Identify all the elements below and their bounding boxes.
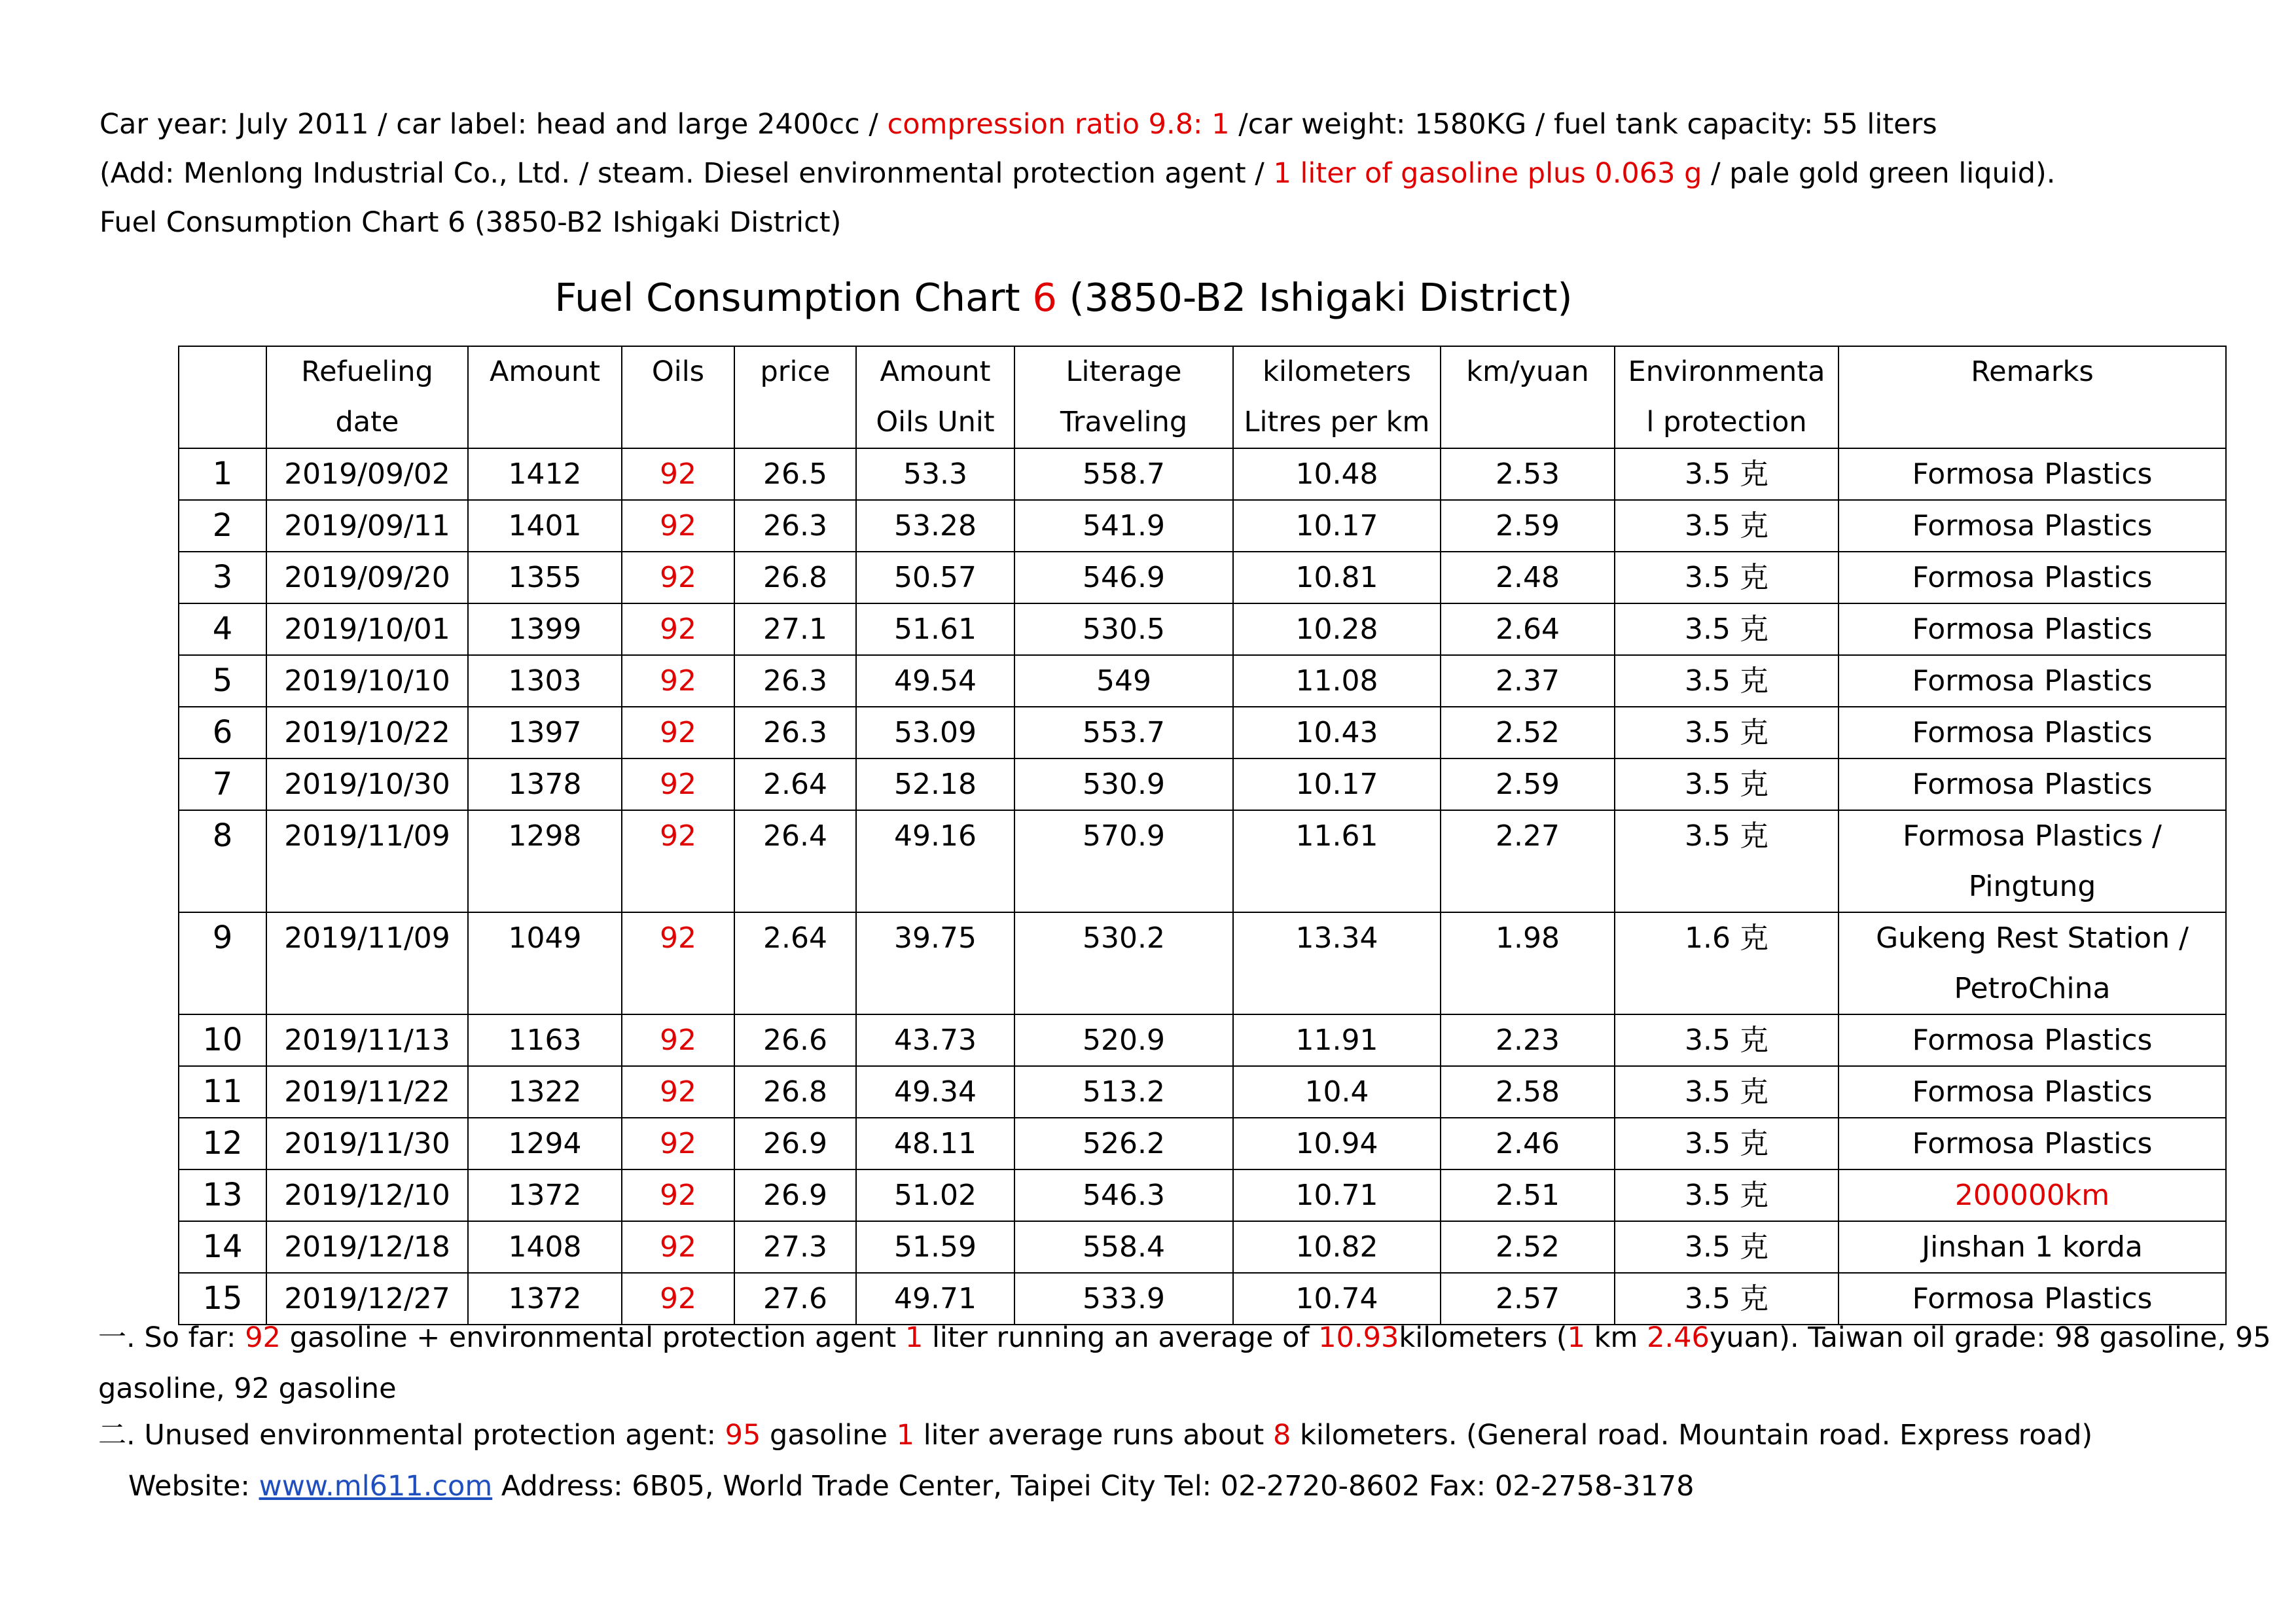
table-row (179, 912, 2226, 1014)
cell-kmpl: 10.48 (1233, 448, 1441, 500)
title-number: 6 (1032, 275, 1057, 320)
cell-travel: 520.9 (1014, 1014, 1233, 1066)
car-info-text-end: /car weight: 1580KG / fuel tank capacity: 55 liters (1229, 108, 1937, 141)
cell-env: 3.5 克 (1615, 758, 1839, 810)
cell-kmpl: 10.4 (1233, 1066, 1441, 1118)
cell-date: 2019/11/09 (266, 912, 468, 1014)
cell-travel: 546.3 (1014, 1169, 1233, 1221)
cell-oil: 92 (622, 603, 734, 655)
table-row (179, 655, 2226, 707)
cell-kmyuan: 2.64 (1441, 603, 1615, 655)
column-header-line: l protection (1646, 406, 1807, 438)
cell-remarks (1839, 810, 2226, 912)
cell-amount: 1049 (468, 912, 622, 1014)
column-header (856, 346, 1014, 448)
cell-idx: 10 (179, 1014, 266, 1066)
column-header-line (179, 397, 266, 448)
cell-env: 3.5 克 (1615, 1221, 1839, 1273)
cell-env: 3.5 克 (1615, 810, 1839, 912)
cell-units: 53.09 (856, 707, 1014, 758)
cell-remarks (1839, 707, 2226, 758)
cell-env: 3.5 克 (1615, 707, 1839, 758)
cell-remarks (1839, 603, 2226, 655)
cell-price: 26.6 (734, 1014, 856, 1066)
cell-date: 2019/11/22 (266, 1066, 468, 1118)
cell-amount: 1298 (468, 810, 622, 912)
cell-date: 2019/11/13 (266, 1014, 468, 1066)
column-header-line: Amount (490, 355, 600, 388)
additive-info-text-end: / pale gold green liquid). (1702, 157, 2056, 190)
remarks-line: Formosa Plastics (1912, 509, 2153, 543)
cell-kmyuan: 2.23 (1441, 1014, 1615, 1066)
cell-remarks (1839, 500, 2226, 552)
column-header-line (469, 397, 621, 448)
cell-date: 2019/12/10 (266, 1169, 468, 1221)
cell-kmyuan: 2.59 (1441, 500, 1615, 552)
cell-kmyuan: 2.37 (1441, 655, 1615, 707)
cell-price: 26.3 (734, 655, 856, 707)
additive-info-line (99, 157, 2056, 190)
cell-remarks (1839, 1221, 2226, 1273)
cell-amount: 1397 (468, 707, 622, 758)
cell-kmpl: 10.94 (1233, 1118, 1441, 1169)
table-row (179, 707, 2226, 758)
cell-oil: 92 (622, 1169, 734, 1221)
column-header (266, 346, 468, 448)
cell-kmpl: 11.61 (1233, 810, 1441, 912)
title-text: Fuel Consumption Chart (554, 275, 1033, 320)
cell-kmpl: 10.43 (1233, 707, 1441, 758)
cell-kmyuan: 2.58 (1441, 1066, 1615, 1118)
column-header-line: price (760, 355, 831, 388)
cell-price: 2.64 (734, 912, 856, 1014)
cell-oil: 92 (622, 1221, 734, 1273)
column-header (1014, 346, 1233, 448)
remarks-line: Formosa Plastics (1912, 1075, 2153, 1109)
cell-units: 49.16 (856, 810, 1014, 912)
column-header-line: Remarks (1971, 355, 2094, 388)
table-row (179, 448, 2226, 500)
cell-kmpl: 10.17 (1233, 500, 1441, 552)
note-highlight: 95 (725, 1419, 761, 1452)
column-header-line (622, 397, 734, 448)
cell-kmpl: 10.74 (1233, 1273, 1441, 1325)
cell-oil: 92 (622, 448, 734, 500)
cell-idx: 14 (179, 1221, 266, 1273)
cell-oil: 92 (622, 552, 734, 603)
cell-kmpl: 10.81 (1233, 552, 1441, 603)
table-header-row (179, 346, 2226, 448)
cell-price: 26.8 (734, 1066, 856, 1118)
cell-units: 43.73 (856, 1014, 1014, 1066)
website-link[interactable]: www.ml611.com (259, 1470, 493, 1503)
car-info-line (99, 108, 1937, 141)
remarks-line: Formosa Plastics (1912, 613, 2153, 646)
note-text: liter running an average of (923, 1321, 1319, 1354)
column-header-line: Traveling (1060, 406, 1188, 438)
note-text: gasoline (761, 1419, 897, 1452)
table-row (179, 1221, 2226, 1273)
title-district: (3850-B2 Ishigaki District) (1056, 275, 1573, 320)
cell-kmpl: 10.28 (1233, 603, 1441, 655)
cell-units: 53.28 (856, 500, 1014, 552)
cell-price: 27.1 (734, 603, 856, 655)
cell-kmpl: 13.34 (1233, 912, 1441, 1014)
remarks-line: Formosa Plastics (1912, 1282, 2153, 1315)
column-header-line: Amount (880, 355, 991, 388)
cell-amount: 1399 (468, 603, 622, 655)
cell-units: 48.11 (856, 1118, 1014, 1169)
page-title (0, 275, 2127, 320)
cell-units: 50.57 (856, 552, 1014, 603)
cell-oil: 92 (622, 1014, 734, 1066)
cell-price: 26.9 (734, 1118, 856, 1169)
note-highlight: 1 (905, 1321, 924, 1354)
cell-date: 2019/10/22 (266, 707, 468, 758)
column-header-line: km/yuan (1466, 355, 1589, 388)
cell-travel: 558.7 (1014, 448, 1233, 500)
cell-oil: 92 (622, 758, 734, 810)
cell-env: 1.6 克 (1615, 912, 1839, 1014)
cell-units: 39.75 (856, 912, 1014, 1014)
cell-remarks (1839, 1066, 2226, 1118)
cell-travel: 558.4 (1014, 1221, 1233, 1273)
remarks-line: Gukeng Rest Station / (1876, 921, 2189, 955)
remarks-line: PetroChina (1954, 972, 2111, 1005)
cell-date: 2019/10/10 (266, 655, 468, 707)
note-text: kilometers ( (1399, 1321, 1568, 1354)
cell-remarks (1839, 552, 2226, 603)
table-row (179, 758, 2226, 810)
cell-travel: 541.9 (1014, 500, 1233, 552)
remarks-line: Formosa Plastics (1912, 457, 2153, 491)
cell-travel: 533.9 (1014, 1273, 1233, 1325)
cell-travel: 530.9 (1014, 758, 1233, 810)
cell-oil: 92 (622, 655, 734, 707)
cell-price: 26.9 (734, 1169, 856, 1221)
table-row (179, 810, 2226, 912)
column-header-line (1839, 397, 2225, 448)
cell-idx: 13 (179, 1169, 266, 1221)
note-text: km (1585, 1321, 1647, 1354)
cell-date: 2019/09/02 (266, 448, 468, 500)
column-header-line (735, 397, 855, 448)
cell-units: 52.18 (856, 758, 1014, 810)
cell-price: 26.3 (734, 500, 856, 552)
remarks-line: 200000km (1954, 1179, 2110, 1212)
cell-amount: 1372 (468, 1169, 622, 1221)
cell-price: 26.3 (734, 707, 856, 758)
cell-env: 3.5 克 (1615, 1118, 1839, 1169)
column-header-line: Refueling (301, 355, 433, 388)
cell-env: 3.5 克 (1615, 1066, 1839, 1118)
cell-idx: 2 (179, 500, 266, 552)
cell-env: 3.5 克 (1615, 1014, 1839, 1066)
column-header-line: Oils Unit (876, 406, 995, 438)
cell-remarks (1839, 758, 2226, 810)
note-highlight: 92 (245, 1321, 281, 1354)
remarks-line: Formosa Plastics (1912, 1024, 2153, 1057)
cell-oil: 92 (622, 1118, 734, 1169)
cell-kmyuan: 2.52 (1441, 707, 1615, 758)
column-header (622, 346, 734, 448)
column-header-line: Oils (651, 355, 705, 388)
cell-price: 26.8 (734, 552, 856, 603)
cell-idx: 8 (179, 810, 266, 912)
cell-kmyuan: 1.98 (1441, 912, 1615, 1014)
column-header-line: date (335, 406, 399, 438)
cell-kmpl: 11.91 (1233, 1014, 1441, 1066)
cell-idx: 11 (179, 1066, 266, 1118)
column-header (468, 346, 622, 448)
remarks-line: Pingtung (1968, 870, 2096, 903)
remarks-line: Formosa Plastics (1912, 561, 2153, 594)
cell-idx: 7 (179, 758, 266, 810)
cell-remarks (1839, 912, 2226, 1014)
website-label: Website: (128, 1470, 259, 1503)
cell-travel: 553.7 (1014, 707, 1233, 758)
remarks-line: Formosa Plastics (1912, 664, 2153, 698)
column-header (1615, 346, 1839, 448)
car-info-text: Car year: July 2011 / car label: head and large 2400cc / (99, 108, 888, 141)
chart-subtitle: Fuel Consumption Chart 6 (3850-B2 Ishigaki District) (99, 206, 842, 239)
fuel-consumption-table (178, 346, 2227, 1325)
cell-kmpl: 10.82 (1233, 1221, 1441, 1273)
cell-idx: 5 (179, 655, 266, 707)
column-header-line: kilometers (1263, 355, 1411, 388)
cell-amount: 1303 (468, 655, 622, 707)
cell-env: 3.5 克 (1615, 448, 1839, 500)
column-header (1233, 346, 1441, 448)
table-row (179, 1066, 2226, 1118)
contact-line (128, 1472, 1694, 1501)
column-header-line (1441, 397, 1614, 448)
column-header (734, 346, 856, 448)
cell-travel: 530.5 (1014, 603, 1233, 655)
cell-kmyuan: 2.57 (1441, 1273, 1615, 1325)
cell-date: 2019/10/30 (266, 758, 468, 810)
note-text: yuan). Taiwan oil grade: 98 gasoline, 95 (1709, 1321, 2271, 1354)
cell-travel: 513.2 (1014, 1066, 1233, 1118)
cell-units: 49.54 (856, 655, 1014, 707)
cell-kmpl: 10.17 (1233, 758, 1441, 810)
cell-oil: 92 (622, 1273, 734, 1325)
note-unused-agent (98, 1421, 2092, 1450)
table-row (179, 552, 2226, 603)
cell-env: 3.5 克 (1615, 552, 1839, 603)
cell-oil: 92 (622, 707, 734, 758)
column-header (1839, 346, 2226, 448)
cell-idx: 6 (179, 707, 266, 758)
remarks-line: Formosa Plastics (1912, 716, 2153, 749)
cell-oil: 92 (622, 810, 734, 912)
note-average-cont: gasoline, 92 gasoline (98, 1372, 397, 1405)
note-highlight: 2.46 (1647, 1321, 1710, 1354)
cell-travel: 526.2 (1014, 1118, 1233, 1169)
compression-ratio: compression ratio 9.8: 1 (887, 108, 1230, 141)
note-text: kilometers. (General road. Mountain road. Express road) (1291, 1419, 2093, 1452)
cell-idx: 9 (179, 912, 266, 1014)
cell-price: 27.3 (734, 1221, 856, 1273)
cell-travel: 530.2 (1014, 912, 1233, 1014)
cell-travel: 546.9 (1014, 552, 1233, 603)
table-row (179, 1169, 2226, 1221)
cell-units: 49.71 (856, 1273, 1014, 1325)
cell-idx: 15 (179, 1273, 266, 1325)
remarks-line: Formosa Plastics (1912, 768, 2153, 801)
column-header-line: Environmenta (1628, 355, 1825, 388)
cell-travel: 549 (1014, 655, 1233, 707)
table-row (179, 603, 2226, 655)
column-header-line: Litres per km (1244, 406, 1430, 438)
cell-remarks (1839, 655, 2226, 707)
cell-remarks (1839, 1014, 2226, 1066)
remarks-line: Formosa Plastics / (1903, 819, 2162, 853)
note-text: gasoline + environmental protection agent (280, 1321, 905, 1354)
cell-oil: 92 (622, 1066, 734, 1118)
cell-remarks (1839, 448, 2226, 500)
cell-kmyuan: 2.27 (1441, 810, 1615, 912)
cell-kmpl: 11.08 (1233, 655, 1441, 707)
cell-oil: 92 (622, 500, 734, 552)
cell-env: 3.5 克 (1615, 603, 1839, 655)
column-header-line (179, 347, 266, 397)
cell-kmyuan: 2.53 (1441, 448, 1615, 500)
cell-env: 3.5 克 (1615, 1273, 1839, 1325)
cell-price: 2.64 (734, 758, 856, 810)
address-text: Address: 6B05, World Trade Center, Taipei City Tel: 02-2720-8602 Fax: 02-2758-3178 (492, 1470, 1695, 1503)
cell-amount: 1401 (468, 500, 622, 552)
cell-units: 51.02 (856, 1169, 1014, 1221)
cell-amount: 1372 (468, 1273, 622, 1325)
column-header (1441, 346, 1615, 448)
column-header-line: Literage (1066, 355, 1182, 388)
note-highlight: 1 (1567, 1321, 1585, 1354)
cell-remarks (1839, 1273, 2226, 1325)
additive-info-text: (Add: Menlong Industrial Co., Ltd. / steam. Diesel environmental protection agent / (99, 157, 1274, 190)
cell-idx: 1 (179, 448, 266, 500)
cell-idx: 12 (179, 1118, 266, 1169)
cell-amount: 1355 (468, 552, 622, 603)
cell-date: 2019/10/01 (266, 603, 468, 655)
additive-ratio: 1 liter of gasoline plus 0.063 g (1273, 157, 1702, 190)
cell-date: 2019/09/20 (266, 552, 468, 603)
cell-kmyuan: 2.46 (1441, 1118, 1615, 1169)
column-header (179, 346, 266, 448)
cell-date: 2019/09/11 (266, 500, 468, 552)
cell-amount: 1322 (468, 1066, 622, 1118)
cell-units: 51.59 (856, 1221, 1014, 1273)
cell-oil: 92 (622, 912, 734, 1014)
note-highlight: 1 (896, 1419, 915, 1452)
cell-price: 26.5 (734, 448, 856, 500)
note-text: liter average runs about (914, 1419, 1273, 1452)
cell-kmyuan: 2.51 (1441, 1169, 1615, 1221)
note-text: 一. So far: (98, 1321, 245, 1354)
cell-idx: 3 (179, 552, 266, 603)
note-highlight: 8 (1272, 1419, 1291, 1452)
table-row (179, 500, 2226, 552)
note-highlight: 10.93 (1318, 1321, 1399, 1354)
cell-amount: 1294 (468, 1118, 622, 1169)
cell-date: 2019/12/27 (266, 1273, 468, 1325)
remarks-line: Jinshan 1 korda (1922, 1230, 2143, 1264)
cell-units: 51.61 (856, 603, 1014, 655)
cell-remarks (1839, 1169, 2226, 1221)
cell-kmyuan: 2.52 (1441, 1221, 1615, 1273)
cell-date: 2019/11/30 (266, 1118, 468, 1169)
table-row (179, 1118, 2226, 1169)
cell-env: 3.5 克 (1615, 1169, 1839, 1221)
cell-env: 3.5 克 (1615, 655, 1839, 707)
cell-travel: 570.9 (1014, 810, 1233, 912)
cell-units: 53.3 (856, 448, 1014, 500)
cell-date: 2019/12/18 (266, 1221, 468, 1273)
remarks-line: Formosa Plastics (1912, 1127, 2153, 1160)
cell-price: 26.4 (734, 810, 856, 912)
cell-amount: 1408 (468, 1221, 622, 1273)
cell-amount: 1378 (468, 758, 622, 810)
table-row (179, 1273, 2226, 1325)
cell-kmyuan: 2.59 (1441, 758, 1615, 810)
cell-amount: 1412 (468, 448, 622, 500)
cell-kmyuan: 2.48 (1441, 552, 1615, 603)
cell-kmpl: 10.71 (1233, 1169, 1441, 1221)
cell-price: 27.6 (734, 1273, 856, 1325)
table-row (179, 1014, 2226, 1066)
note-average (98, 1321, 2271, 1354)
note-text: 二. Unused environmental protection agent: (98, 1419, 725, 1452)
cell-remarks (1839, 1118, 2226, 1169)
cell-units: 49.34 (856, 1066, 1014, 1118)
cell-amount: 1163 (468, 1014, 622, 1066)
cell-idx: 4 (179, 603, 266, 655)
cell-env: 3.5 克 (1615, 500, 1839, 552)
cell-date: 2019/11/09 (266, 810, 468, 912)
